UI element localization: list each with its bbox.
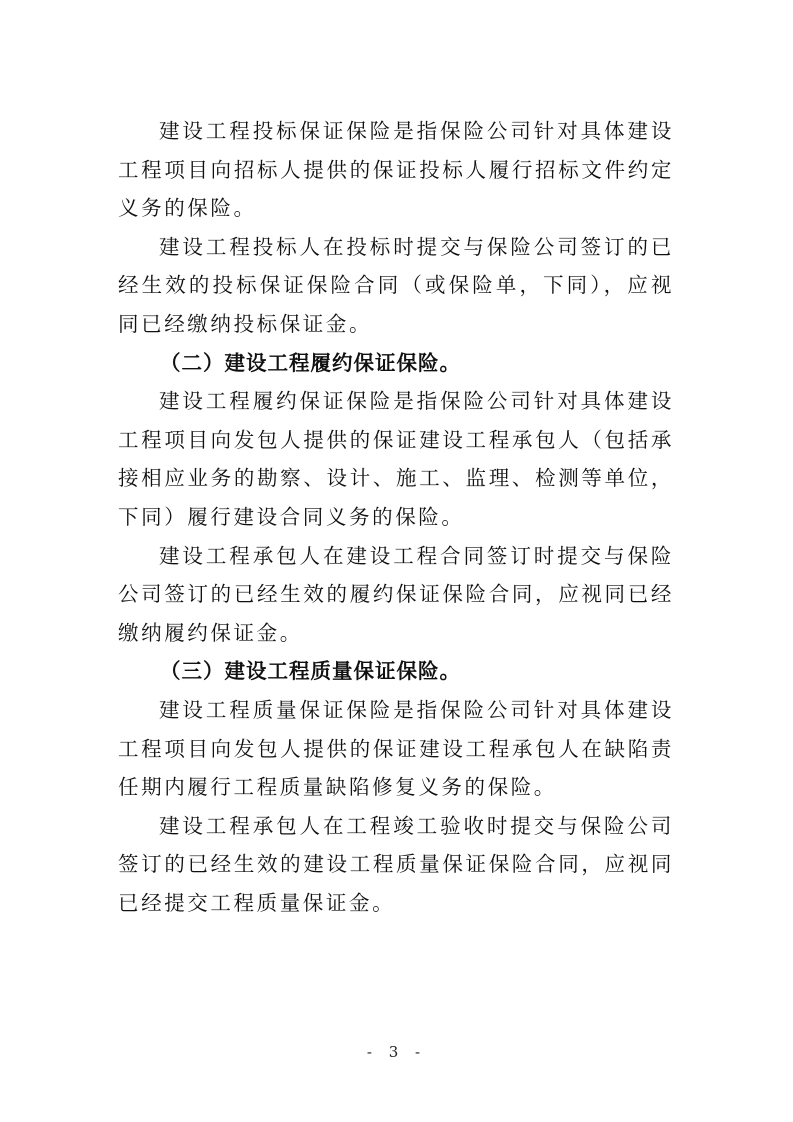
paragraph-bid-bond-submission: 建设工程投标人在投标时提交与保险公司签订的已经生效的投标保证保险合同（或保险单，下同），应视同已经缴纳投标保证金。 [118,234,674,336]
document-body [118,112,674,922]
page-number: - 3 - [366,1043,427,1061]
heading-performance-bond: （二）建设工程履约保证保险。 [160,350,461,375]
heading-quality-bond: （三）建设工程质量保证保险。 [160,659,461,684]
paragraph-bid-bond-definition: 建设工程投标保证保险是指保险公司针对具体建设工程项目向招标人提供的保证投标人履行招标文件约定义务的保险。 [118,119,674,221]
paragraph-performance-bond-definition: 建设工程履约保证保险是指保险公司针对具体建设工程项目向发包人提供的保证建设工程承包人（包括承接相应业务的勘察、设计、施工、监理、检测等单位，下同）履行建设合同义务的保险。 [118,389,674,529]
paragraph-quality-bond-submission: 建设工程承包人在工程竣工验收时提交与保险公司签订的已经生效的建设工程质量保证保险合同，应视同已经提交工程质量保证金。 [118,813,674,915]
paragraph-performance-bond-submission: 建设工程承包人在建设工程合同签订时提交与保险公司签订的已经生效的履约保证保险合同，应视同已经缴纳履约保证金。 [118,543,674,645]
paragraph-quality-bond-definition: 建设工程质量保证保险是指保险公司针对具体建设工程项目向发包人提供的保证建设工程承包人在缺陷责任期内履行工程质量缺陷修复义务的保险。 [118,697,674,800]
